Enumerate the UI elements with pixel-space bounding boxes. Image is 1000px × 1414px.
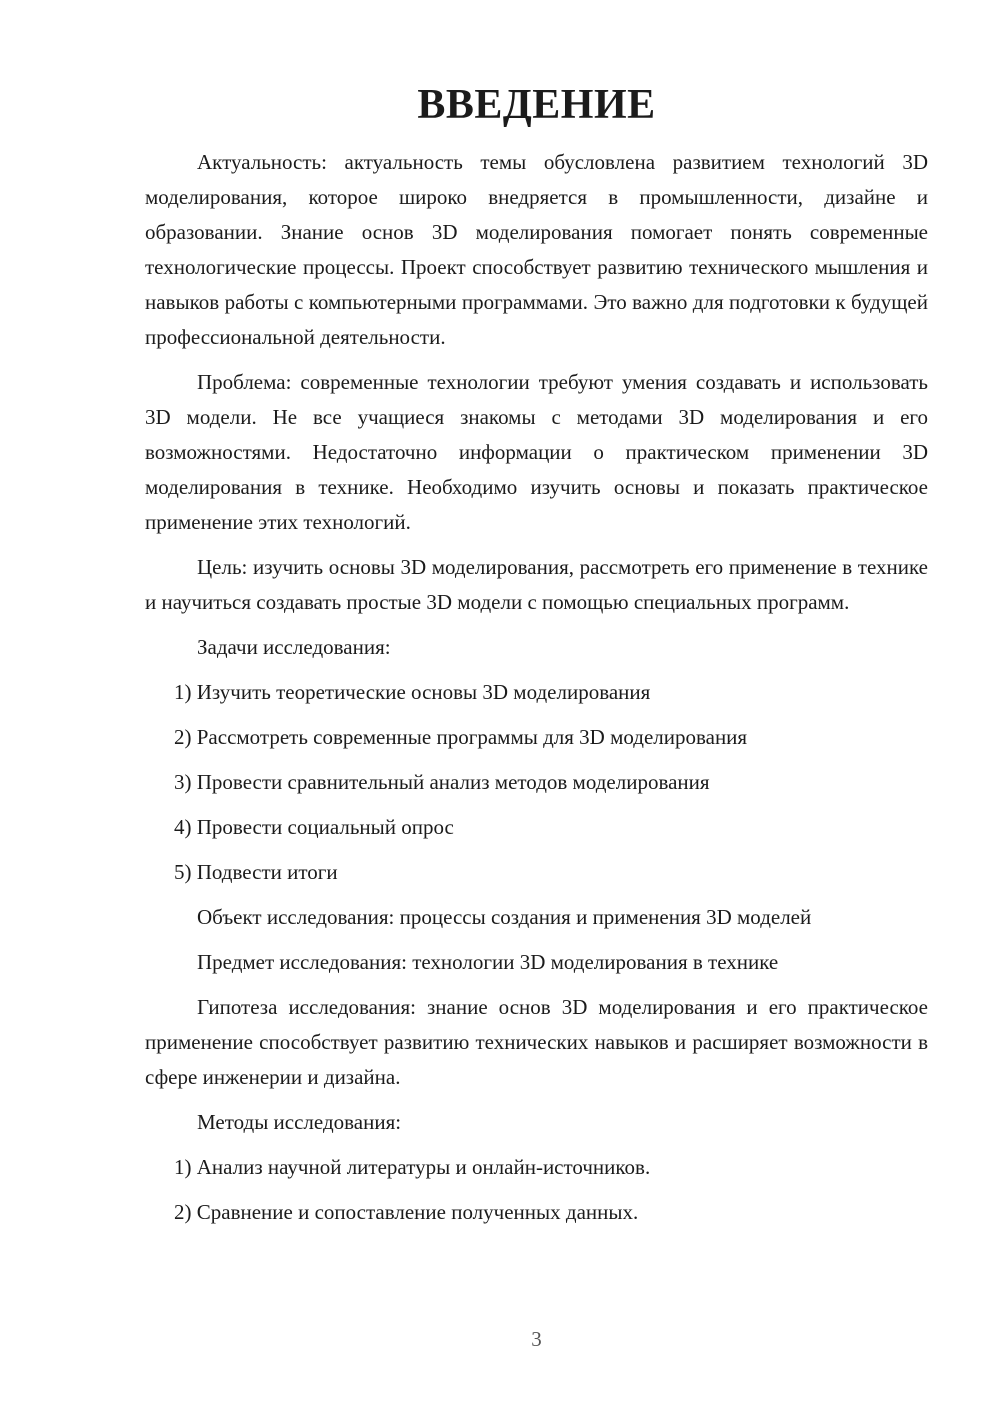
task-item-1: 1) Изучить теоретические основы 3D моделирования — [174, 680, 651, 704]
paragraph-predmet: Предмет исследования: технологии 3D моделирования в технике — [197, 950, 779, 974]
method-item-1: 1) Анализ научной литературы и онлайн-источников. — [174, 1155, 651, 1179]
paragraph-gipoteza: Гипотеза исследования: знание основ 3D моделирования и его практическое применение способствует развитию технических навыков и расширяет возможности в сфере инженерии и дизайна. — [145, 995, 928, 1089]
task-item-4: 4) Провести социальный опрос — [174, 815, 454, 839]
paragraph-problema: Проблема: современные технологии требуют умения создавать и использовать 3D модели. Не все учащиеся знакомы с методами 3D моделирования и его возможностями. Недостаточно информации о практическом применении 3D моделирования в технике. Необходимо изучить основы и показать практическое применение этих технологий. — [145, 370, 928, 534]
task-item-5: 5) Подвести итоги — [174, 860, 338, 884]
paragraph-aktualnost: Актуальность: актуальность темы обусловлена развитием технологий 3D моделирования, которое широко внедряется в промышленности, дизайне и образовании. Знание основ 3D моделирования помогает понять современные технологические процессы. Проект способствует развитию технического мышления и навыков работы с компьютерными программами. Это важно для подготовки к будущей профессиональной деятельности. — [145, 150, 928, 349]
tasks-heading: Задачи исследования: — [197, 635, 391, 659]
task-item-3: 3) Провести сравнительный анализ методов моделирования — [174, 770, 710, 794]
paragraph-obekt: Объект исследования: процессы создания и применения 3D моделей — [197, 905, 812, 929]
section-title: ВВЕДЕНИЕ — [417, 82, 656, 128]
method-item-2: 2) Сравнение и сопоставление полученных данных. — [174, 1200, 639, 1224]
methods-heading: Методы исследования: — [197, 1110, 402, 1134]
task-item-2: 2) Рассмотреть современные программы для 3D моделирования — [174, 725, 748, 749]
paragraph-tsel: Цель: изучить основы 3D моделирования, рассмотреть его применение в технике и научиться создавать простые 3D модели с помощью специальных программ. — [145, 555, 928, 614]
page-number: 3 — [531, 1327, 542, 1351]
